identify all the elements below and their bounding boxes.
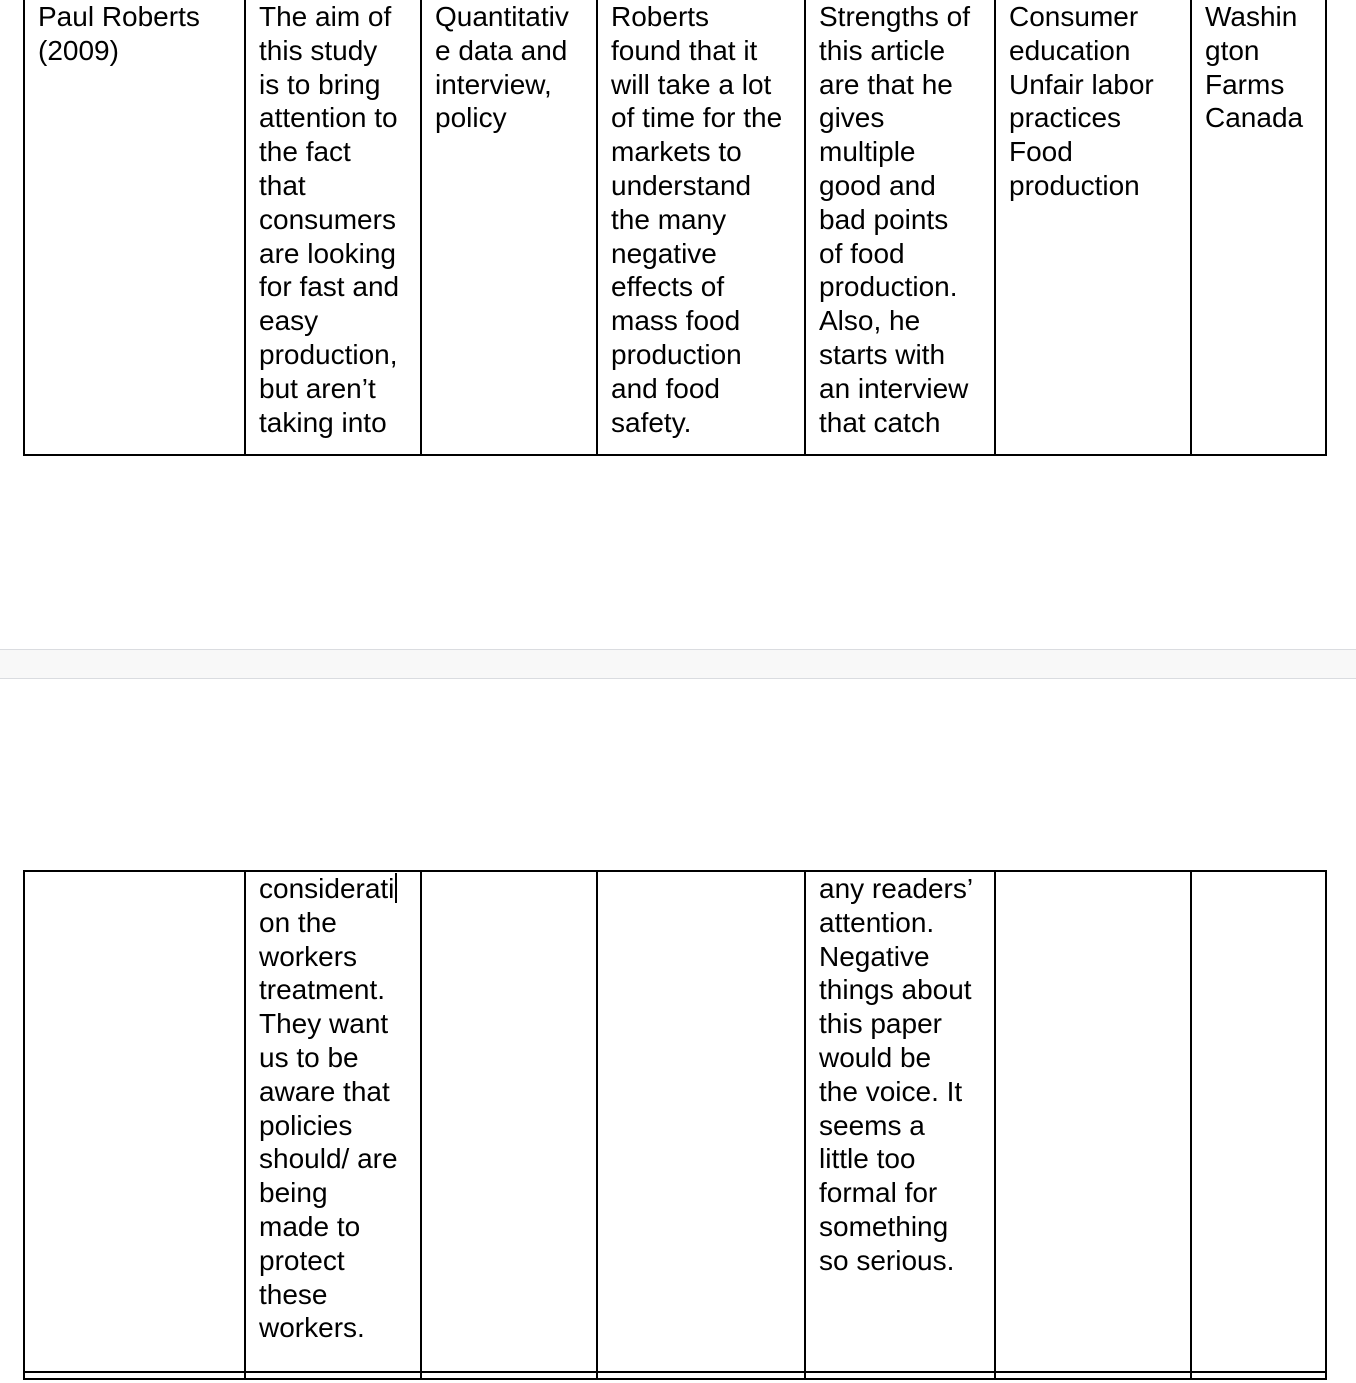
cell-text-line: for fast and (259, 271, 400, 303)
cell-text-line: any readers’ (819, 873, 974, 904)
cell-text-line: Roberts (611, 1, 710, 32)
cell-text-line: Unfair labor (1009, 68, 1154, 100)
cell-text-line: easy (259, 305, 319, 337)
cell-text-line: being (259, 1177, 328, 1209)
cell-text-line: (2009) (38, 34, 119, 66)
cell-text-line: Negative (819, 940, 930, 972)
page-break (0, 649, 1356, 679)
cell-text-line: Quantitativ (435, 1, 569, 32)
cell-text-line: safety. (611, 406, 692, 438)
cell-text-line: will take a lot (611, 68, 772, 100)
method-cell[interactable] (421, 0, 597, 455)
cell-text-line: this study (259, 34, 378, 66)
cell-text-line: The aim of (259, 1, 392, 32)
cell-text-line: made to (259, 1210, 361, 1242)
cell-text-line: Also, he (819, 305, 921, 337)
cell-text-line: so serious. (819, 1244, 955, 1276)
cell-text-line: starts with (819, 338, 946, 370)
cell-text-line: these (259, 1278, 328, 1310)
cell-text-line: that (259, 169, 306, 201)
evaluation-cell[interactable] (805, 871, 995, 1379)
cell-text-line: production (611, 338, 742, 370)
findings-cell[interactable] (597, 0, 805, 455)
cell-text-line: production. (819, 271, 958, 303)
cell-text-line: practices (1009, 102, 1122, 134)
cell-text-line: of time for the (611, 102, 783, 134)
author-cell[interactable] (24, 0, 245, 455)
cell-text-line: Paul Roberts (38, 1, 200, 32)
cell-text-line: attention to (259, 102, 398, 134)
literature-review-table-top (23, 0, 1327, 456)
cell-text-line: an interview (819, 372, 969, 404)
cell-text-line: this paper (819, 1008, 942, 1040)
cell-text-line: are that he (819, 68, 953, 100)
cell-text-line: workers (259, 940, 358, 972)
text-cursor (395, 873, 397, 903)
document-page-1 (0, 0, 1356, 649)
cell-text-line: education (1009, 34, 1131, 66)
cell-text-line: markets to (611, 136, 742, 168)
cell-text-line: formal for (819, 1177, 938, 1209)
cell-text-line: understand (611, 169, 752, 201)
cell-text-line: something (819, 1210, 949, 1242)
purpose-cell[interactable] (245, 0, 421, 455)
cell-text-line: bad points (819, 203, 949, 235)
purpose-continued-lines (259, 906, 408, 1345)
cell-text-line: protect (259, 1244, 345, 1276)
cell-text-line: good and (819, 169, 936, 201)
cell-text-line: Consumer (1009, 1, 1139, 32)
cell-text-line: treatment. (259, 974, 386, 1006)
purpose-cell[interactable] (245, 871, 421, 1379)
cell-text-line: that catch (819, 406, 941, 438)
cell-text-line: attention. (819, 906, 935, 938)
cell-text-line: are looking (259, 237, 396, 269)
cell-text-line: interview, (435, 68, 552, 100)
cell-text-line: production, (259, 338, 398, 370)
method-cell[interactable] (421, 871, 597, 1379)
cell-text-line: gives (819, 102, 885, 134)
cell-text-line: the voice. It (819, 1075, 963, 1107)
cell-text-line: mass food (611, 305, 741, 337)
cell-text-line: would be (819, 1041, 932, 1073)
location-cell[interactable] (1191, 871, 1326, 1379)
themes-cell[interactable] (995, 0, 1191, 455)
cell-text-line: policy (435, 102, 507, 134)
table-row (24, 0, 1326, 455)
cell-text-line: production (1009, 169, 1140, 201)
cell-text-line: Farms (1205, 68, 1285, 100)
cell-text-line: little too (819, 1143, 916, 1175)
location-cell[interactable] (1191, 0, 1326, 455)
cell-text-line: effects of (611, 271, 725, 303)
cell-text-line: but aren’t (259, 372, 376, 404)
cell-text-line: things about (819, 974, 972, 1006)
cell-text-line: Washin (1205, 1, 1298, 32)
literature-review-table-continued (23, 870, 1327, 1380)
cell-text-line: consumers (259, 203, 396, 235)
cell-text-line: multiple (819, 136, 916, 168)
next-row-border (23, 1371, 1325, 1373)
cell-text-line: this article (819, 34, 946, 66)
cell-text-line: and food (611, 372, 720, 404)
cell-text-line: policies (259, 1109, 353, 1141)
cell-text-line: They want (259, 1008, 389, 1040)
cell-text-line: the many (611, 203, 727, 235)
cell-text-line: e data and (435, 34, 568, 66)
cell-text-line: the fact (259, 136, 351, 168)
cell-text-line: Strengths of (819, 1, 970, 32)
purpose-first-line: considerati (259, 873, 395, 904)
cell-text-line: Food (1009, 136, 1073, 168)
cell-text-line: taking into (259, 406, 387, 438)
themes-cell[interactable] (995, 871, 1191, 1379)
table-row (24, 871, 1326, 1379)
document-page-2 (0, 679, 1356, 1383)
author-cell[interactable] (24, 871, 245, 1379)
cell-text-line: is to bring (259, 68, 381, 100)
cell-text-line: us to be (259, 1041, 359, 1073)
cell-text-line: aware that (259, 1075, 390, 1107)
findings-cell[interactable] (597, 871, 805, 1379)
cell-text-line: gton (1205, 34, 1260, 66)
cell-text-line: negative (611, 237, 717, 269)
cell-text-line: Canada (1205, 102, 1304, 134)
evaluation-cell[interactable] (805, 0, 995, 455)
cell-text-line: on the (259, 906, 337, 938)
cell-text-line: workers. (259, 1312, 365, 1344)
cell-text-line: seems a (819, 1109, 925, 1141)
cell-text-line: should/ are (259, 1143, 398, 1175)
cell-text-line: of food (819, 237, 905, 269)
cell-text-line: found that it (611, 34, 758, 66)
